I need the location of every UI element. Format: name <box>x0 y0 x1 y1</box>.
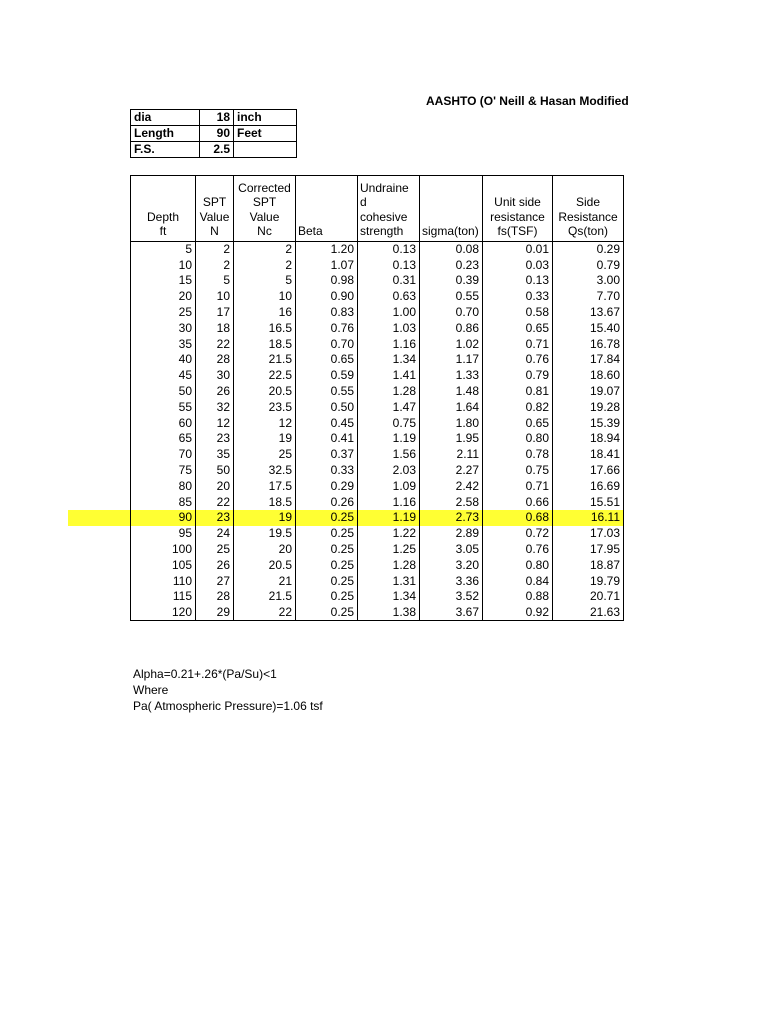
table-cell[interactable]: 3.20 <box>420 557 483 573</box>
header-line: Depth <box>146 209 180 224</box>
table-cell[interactable]: 0.55 <box>420 289 483 305</box>
table-cell[interactable]: 5 <box>234 273 296 289</box>
table-row <box>131 463 624 479</box>
table-row <box>131 305 624 321</box>
corrected-spt-header <box>234 176 296 242</box>
table-row-highlighted <box>131 510 624 526</box>
table-cell[interactable]: 16.78 <box>553 336 624 352</box>
table-cell[interactable]: 0.92 <box>483 605 553 621</box>
table-cell[interactable]: 0.26 <box>296 494 358 510</box>
table-cell[interactable]: 0.03 <box>483 257 553 273</box>
table-cell[interactable]: 17.95 <box>553 542 624 558</box>
table-cell[interactable]: 0.75 <box>483 463 553 479</box>
table-row <box>131 447 624 463</box>
table-cell[interactable]: 18.5 <box>234 336 296 352</box>
table-cell[interactable]: 17.03 <box>553 526 624 542</box>
table-cell[interactable]: 100 <box>131 542 196 558</box>
parameter-value[interactable]: 18 <box>200 110 234 126</box>
header-line: Qs(ton) <box>567 224 608 239</box>
table-row <box>131 352 624 368</box>
table-row <box>131 415 624 431</box>
header-line: N <box>210 224 219 239</box>
table-cell[interactable]: 0.88 <box>483 589 553 605</box>
table-row <box>131 336 624 352</box>
parameters-table <box>130 109 297 158</box>
header-line: Undraine <box>360 180 409 195</box>
table-cell[interactable]: 65 <box>131 431 196 447</box>
table-cell[interactable]: 1.19 <box>358 510 420 526</box>
parameter-row <box>131 126 297 142</box>
table-row <box>131 542 624 558</box>
table-row <box>131 573 624 589</box>
table-cell[interactable]: 15.51 <box>553 494 624 510</box>
table-cell[interactable]: 0.25 <box>296 510 358 526</box>
table-row <box>131 478 624 494</box>
table-row <box>131 494 624 510</box>
table-cell[interactable]: 90 <box>131 510 196 526</box>
table-cell[interactable]: 0.23 <box>420 257 483 273</box>
table-cell[interactable]: 35 <box>131 336 196 352</box>
header-line: Value <box>199 209 230 224</box>
table-cell[interactable]: 0.25 <box>296 526 358 542</box>
table-cell[interactable]: 60 <box>131 415 196 431</box>
table-cell[interactable]: 0.37 <box>296 447 358 463</box>
table-cell[interactable]: 0.76 <box>483 352 553 368</box>
table-cell[interactable]: 0.78 <box>483 447 553 463</box>
table-cell[interactable]: 1.07 <box>296 257 358 273</box>
table-cell[interactable]: 1.28 <box>358 384 420 400</box>
table-cell[interactable]: 75 <box>131 463 196 479</box>
table-cell[interactable]: 0.25 <box>296 589 358 605</box>
table-cell[interactable]: 3.67 <box>420 605 483 621</box>
table-cell[interactable]: 115 <box>131 589 196 605</box>
table-cell[interactable]: 17.66 <box>553 463 624 479</box>
table-cell[interactable]: 0.13 <box>358 257 420 273</box>
undrained-strength-header <box>358 176 420 242</box>
table-cell[interactable]: 0.41 <box>296 431 358 447</box>
table-row <box>131 399 624 415</box>
header-line: Corrected <box>238 180 291 195</box>
table-cell[interactable]: 2.27 <box>420 463 483 479</box>
table-cell[interactable]: 0.29 <box>296 478 358 494</box>
header-line: cohesive <box>360 209 408 224</box>
table-cell[interactable]: 120 <box>131 605 196 621</box>
table-cell[interactable]: 16.11 <box>553 510 624 526</box>
table-cell[interactable]: 19.28 <box>553 399 624 415</box>
header-line: resistance <box>490 209 545 224</box>
table-cell[interactable]: 95 <box>131 526 196 542</box>
header-line: strength <box>360 224 404 239</box>
table-cell[interactable]: 7.70 <box>553 289 624 305</box>
table-cell[interactable]: 1.22 <box>358 526 420 542</box>
table-cell[interactable]: 5 <box>131 242 196 258</box>
table-cell[interactable]: 2.03 <box>358 463 420 479</box>
table-cell[interactable]: 2 <box>196 257 234 273</box>
table-cell[interactable]: 1.33 <box>420 368 483 384</box>
table-cell[interactable]: 19.07 <box>553 384 624 400</box>
header-line: fs(TSF) <box>497 224 538 239</box>
table-cell[interactable]: 16.69 <box>553 478 624 494</box>
parameter-unit[interactable]: inch <box>234 110 297 126</box>
unit-side-resistance-header <box>483 176 553 242</box>
table-cell[interactable]: 1.64 <box>420 399 483 415</box>
table-cell[interactable]: 1.47 <box>358 399 420 415</box>
row-highlight-margin <box>68 510 130 526</box>
table-cell[interactable]: 19.79 <box>553 573 624 589</box>
table-row <box>131 289 624 305</box>
note-line: Alpha=0.21+.26*(Pa/Su)<1 <box>133 667 277 681</box>
table-cell[interactable]: 1.17 <box>420 352 483 368</box>
header-line: ft <box>159 224 167 239</box>
table-cell[interactable]: 32 <box>196 399 234 415</box>
table-cell[interactable]: 16.5 <box>234 320 296 336</box>
parameter-label[interactable]: Length <box>131 126 200 142</box>
parameter-unit[interactable] <box>234 142 297 158</box>
table-cell[interactable]: 5 <box>196 273 234 289</box>
table-cell[interactable]: 50 <box>196 463 234 479</box>
table-cell[interactable]: 22.5 <box>234 368 296 384</box>
table-cell[interactable]: 19 <box>234 510 296 526</box>
parameter-label[interactable]: dia <box>131 110 200 126</box>
table-cell[interactable]: 10 <box>234 289 296 305</box>
table-cell[interactable]: 0.79 <box>483 368 553 384</box>
table-cell[interactable]: 85 <box>131 494 196 510</box>
table-row <box>131 526 624 542</box>
depth-header <box>131 176 196 242</box>
table-cell[interactable]: 1.20 <box>296 242 358 258</box>
table-cell[interactable]: 17 <box>196 305 234 321</box>
table-cell[interactable]: 0.25 <box>296 573 358 589</box>
table-row <box>131 242 624 258</box>
table-cell[interactable]: 0.13 <box>483 273 553 289</box>
table-row <box>131 589 624 605</box>
table-cell[interactable]: 1.03 <box>358 320 420 336</box>
table-cell[interactable]: 26 <box>196 557 234 573</box>
table-cell[interactable]: 22 <box>196 336 234 352</box>
table-cell[interactable]: 0.66 <box>483 494 553 510</box>
table-cell[interactable]: 0.25 <box>296 542 358 558</box>
table-cell[interactable]: 0.08 <box>420 242 483 258</box>
header-line: SPT <box>202 195 227 210</box>
table-cell[interactable]: 21.5 <box>234 352 296 368</box>
table-cell[interactable]: 0.81 <box>483 384 553 400</box>
table-cell[interactable]: 18.60 <box>553 368 624 384</box>
table-cell[interactable]: 0.71 <box>483 336 553 352</box>
table-cell[interactable]: 50 <box>131 384 196 400</box>
table-cell[interactable]: 0.33 <box>296 463 358 479</box>
table-cell[interactable]: 80 <box>131 478 196 494</box>
table-cell[interactable]: 21.63 <box>553 605 624 621</box>
table-cell[interactable]: 0.90 <box>296 289 358 305</box>
header-line: Beta <box>298 224 323 239</box>
beta-header <box>296 176 358 242</box>
table-cell[interactable]: 23 <box>196 431 234 447</box>
table-row <box>131 273 624 289</box>
table-cell[interactable]: 1.16 <box>358 336 420 352</box>
table-cell[interactable]: 22 <box>234 605 296 621</box>
table-row <box>131 320 624 336</box>
table-cell[interactable]: 2.58 <box>420 494 483 510</box>
table-cell[interactable]: 20 <box>196 478 234 494</box>
table-cell[interactable]: 110 <box>131 573 196 589</box>
table-cell[interactable]: 24 <box>196 526 234 542</box>
table-cell[interactable]: 30 <box>196 368 234 384</box>
table-cell[interactable]: 45 <box>131 368 196 384</box>
table-row <box>131 257 624 273</box>
side-resistance-table <box>130 175 624 621</box>
table-cell[interactable]: 20.5 <box>234 384 296 400</box>
table-cell[interactable]: 70 <box>131 447 196 463</box>
table-cell[interactable]: 0.25 <box>296 605 358 621</box>
table-cell[interactable]: 18.41 <box>553 447 624 463</box>
table-row <box>131 605 624 621</box>
table-cell[interactable]: 10 <box>131 257 196 273</box>
table-cell[interactable]: 1.80 <box>420 415 483 431</box>
note-line: Pa( Atmospheric Pressure)=1.06 tsf <box>133 699 323 713</box>
table-cell[interactable]: 13.67 <box>553 305 624 321</box>
table-row <box>131 431 624 447</box>
table-cell[interactable]: 0.70 <box>296 336 358 352</box>
table-cell[interactable]: 2 <box>234 242 296 258</box>
table-cell[interactable]: 0.13 <box>358 242 420 258</box>
table-cell[interactable]: 0.31 <box>358 273 420 289</box>
table-cell[interactable]: 0.59 <box>296 368 358 384</box>
table-cell[interactable]: 0.58 <box>483 305 553 321</box>
table-cell[interactable]: 1.48 <box>420 384 483 400</box>
notes <box>133 666 323 714</box>
header-line: d <box>360 195 367 210</box>
table-cell[interactable]: 3.00 <box>553 273 624 289</box>
table-cell[interactable]: 1.34 <box>358 352 420 368</box>
table-cell[interactable]: 0.84 <box>483 573 553 589</box>
table-cell[interactable]: 20 <box>131 289 196 305</box>
parameter-label[interactable]: F.S. <box>131 142 200 158</box>
table-cell[interactable]: 15.40 <box>553 320 624 336</box>
table-cell[interactable]: 0.50 <box>296 399 358 415</box>
table-cell[interactable]: 0.86 <box>420 320 483 336</box>
table-cell[interactable]: 26 <box>196 384 234 400</box>
table-cell[interactable]: 12 <box>196 415 234 431</box>
table-cell[interactable]: 1.31 <box>358 573 420 589</box>
table-cell[interactable]: 27 <box>196 573 234 589</box>
header-line: Value <box>249 209 280 224</box>
table-row <box>131 557 624 573</box>
table-row <box>131 368 624 384</box>
table-cell[interactable]: 30 <box>131 320 196 336</box>
table-cell[interactable]: 0.70 <box>420 305 483 321</box>
table-cell[interactable]: 0.01 <box>483 242 553 258</box>
header-line: Unit side <box>494 195 541 210</box>
table-cell[interactable]: 1.56 <box>358 447 420 463</box>
table-cell[interactable]: 16 <box>234 305 296 321</box>
table-cell[interactable]: 2.89 <box>420 526 483 542</box>
table-cell[interactable]: 0.80 <box>483 557 553 573</box>
table-cell[interactable]: 0.79 <box>553 257 624 273</box>
table-cell[interactable]: 1.41 <box>358 368 420 384</box>
table-row <box>131 384 624 400</box>
table-cell[interactable]: 0.80 <box>483 431 553 447</box>
table-cell[interactable]: 1.16 <box>358 494 420 510</box>
side-resistance-header <box>553 176 624 242</box>
table-cell[interactable]: 0.71 <box>483 478 553 494</box>
table-cell[interactable]: 19 <box>234 431 296 447</box>
table-cell[interactable]: 25 <box>131 305 196 321</box>
table-cell[interactable]: 18.5 <box>234 494 296 510</box>
table-cell[interactable]: 0.98 <box>296 273 358 289</box>
table-cell[interactable]: 0.65 <box>483 415 553 431</box>
table-cell[interactable]: 18.94 <box>553 431 624 447</box>
table-cell[interactable]: 1.95 <box>420 431 483 447</box>
table-cell[interactable]: 32.5 <box>234 463 296 479</box>
table-cell[interactable]: 2 <box>234 257 296 273</box>
table-cell[interactable]: 21 <box>234 573 296 589</box>
table-cell[interactable]: 0.63 <box>358 289 420 305</box>
table-cell[interactable]: 20.5 <box>234 557 296 573</box>
note-line: Where <box>133 683 169 697</box>
table-cell[interactable]: 0.75 <box>358 415 420 431</box>
table-cell[interactable]: 0.76 <box>483 542 553 558</box>
table-cell[interactable]: 18.87 <box>553 557 624 573</box>
table-cell[interactable]: 10 <box>196 289 234 305</box>
table-cell[interactable]: 0.25 <box>296 557 358 573</box>
table-cell[interactable]: 1.38 <box>358 605 420 621</box>
table-cell[interactable]: 35 <box>196 447 234 463</box>
table-cell[interactable]: 12 <box>234 415 296 431</box>
table-cell[interactable]: 0.29 <box>553 242 624 258</box>
table-cell[interactable]: 29 <box>196 605 234 621</box>
sheet-title: AASHTO (O' Neill & Hasan Modified <box>426 94 629 108</box>
table-cell[interactable]: 28 <box>196 352 234 368</box>
table-cell[interactable]: 21.5 <box>234 589 296 605</box>
table-cell[interactable]: 0.65 <box>483 320 553 336</box>
table-cell[interactable]: 15.39 <box>553 415 624 431</box>
table-cell[interactable]: 18 <box>196 320 234 336</box>
table-cell[interactable]: 2.11 <box>420 447 483 463</box>
table-cell[interactable]: 23.5 <box>234 399 296 415</box>
table-cell[interactable]: 28 <box>196 589 234 605</box>
table-cell[interactable]: 1.25 <box>358 542 420 558</box>
parameter-row <box>131 142 297 158</box>
table-cell[interactable]: 2.42 <box>420 478 483 494</box>
table-cell[interactable]: 0.83 <box>296 305 358 321</box>
table-cell[interactable]: 3.05 <box>420 542 483 558</box>
table-cell[interactable]: 0.65 <box>296 352 358 368</box>
spt-value-header <box>196 176 234 242</box>
table-cell[interactable]: 17.84 <box>553 352 624 368</box>
table-cell[interactable]: 0.76 <box>296 320 358 336</box>
header-line: SPT <box>252 195 277 210</box>
header-line: Side <box>575 195 601 210</box>
parameter-unit[interactable]: Feet <box>234 126 297 142</box>
table-cell[interactable]: 1.09 <box>358 478 420 494</box>
table-cell[interactable]: 55 <box>131 399 196 415</box>
table-cell[interactable]: 17.5 <box>234 478 296 494</box>
parameter-value[interactable]: 90 <box>200 126 234 142</box>
table-cell[interactable]: 0.82 <box>483 399 553 415</box>
table-cell[interactable]: 0.68 <box>483 510 553 526</box>
table-cell[interactable]: 22 <box>196 494 234 510</box>
parameter-value[interactable]: 2.5 <box>200 142 234 158</box>
table-cell[interactable]: 23 <box>196 510 234 526</box>
table-cell[interactable]: 2 <box>196 242 234 258</box>
table-cell[interactable]: 40 <box>131 352 196 368</box>
table-cell[interactable]: 1.19 <box>358 431 420 447</box>
table-cell[interactable]: 19.5 <box>234 526 296 542</box>
table-cell[interactable]: 1.00 <box>358 305 420 321</box>
table-cell[interactable]: 0.55 <box>296 384 358 400</box>
table-cell[interactable]: 2.73 <box>420 510 483 526</box>
table-cell[interactable]: 105 <box>131 557 196 573</box>
table-cell[interactable]: 1.28 <box>358 557 420 573</box>
table-cell[interactable]: 20 <box>234 542 296 558</box>
header-line: Resistance <box>558 209 618 224</box>
table-cell[interactable]: 3.52 <box>420 589 483 605</box>
table-cell[interactable]: 25 <box>196 542 234 558</box>
table-cell[interactable]: 0.33 <box>483 289 553 305</box>
table-cell[interactable]: 0.39 <box>420 273 483 289</box>
table-cell[interactable]: 3.36 <box>420 573 483 589</box>
table-cell[interactable]: 20.71 <box>553 589 624 605</box>
table-cell[interactable]: 1.02 <box>420 336 483 352</box>
parameter-row <box>131 110 297 126</box>
table-cell[interactable]: 0.45 <box>296 415 358 431</box>
table-cell[interactable]: 25 <box>234 447 296 463</box>
table-cell[interactable]: 0.72 <box>483 526 553 542</box>
header-line: Nc <box>257 224 272 239</box>
table-cell[interactable]: 15 <box>131 273 196 289</box>
header-line: sigma(ton) <box>422 224 479 239</box>
sigma-header <box>420 176 483 242</box>
table-cell[interactable]: 1.34 <box>358 589 420 605</box>
